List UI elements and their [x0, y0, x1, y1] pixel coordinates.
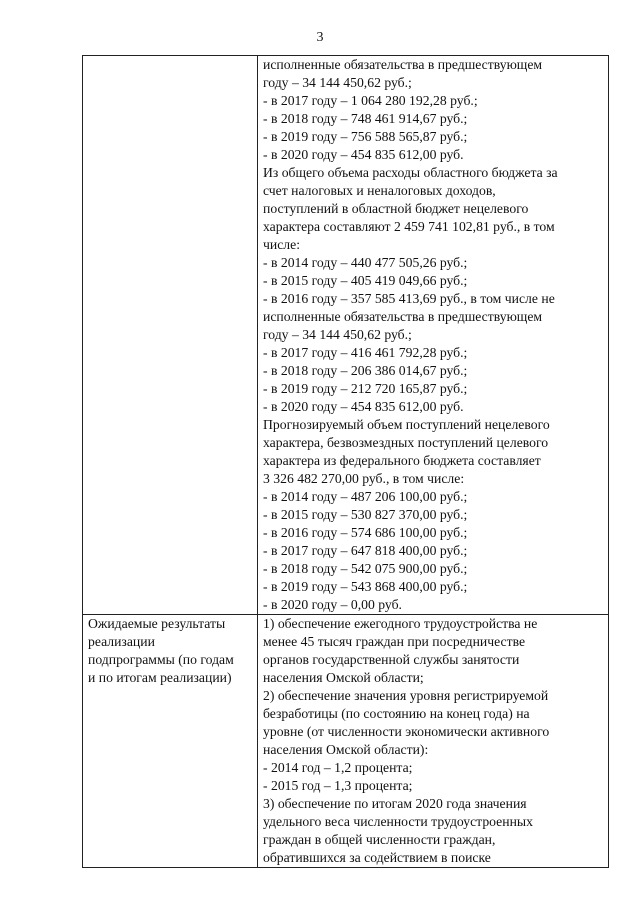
text-line: году – 34 144 450,62 руб.; — [263, 75, 412, 90]
text-line: - в 2017 году – 647 818 400,00 руб.; — [263, 543, 468, 558]
text-line: - в 2016 году – 574 686 100,00 руб.; — [263, 525, 468, 540]
expected-results-label-cell — [83, 615, 258, 868]
label-line: и по итогам реализации) — [88, 670, 232, 685]
text-line: числе: — [263, 237, 300, 252]
text-line: - в 2020 году – 454 835 612,00 руб. — [263, 399, 464, 414]
text-line: - в 2019 году – 756 588 565,87 руб.; — [263, 129, 468, 144]
text-line: - в 2015 году – 530 827 370,00 руб.; — [263, 507, 468, 522]
text-line: - в 2019 году – 543 868 400,00 руб.; — [263, 579, 468, 594]
text-line: характера составляют 2 459 741 102,81 руб., в том — [263, 219, 555, 234]
text-line: удельного веса численности трудоустроенных — [263, 814, 533, 829]
text-line: Прогнозируемый объем поступлений нецелевого — [263, 417, 550, 432]
page-number: 3 — [316, 30, 324, 45]
text-line: - в 2018 году – 748 461 914,67 руб.; — [263, 111, 468, 126]
text-line: - в 2014 году – 440 477 505,26 руб.; — [263, 255, 468, 270]
text-line: 3 326 482 270,00 руб., в том числе: — [263, 471, 465, 486]
text-line: поступлений в областной бюджет нецелевого — [263, 201, 529, 216]
text-line: - 2015 год – 1,3 процента; — [263, 778, 413, 793]
text-line: - в 2018 году – 206 386 014,67 руб.; — [263, 363, 468, 378]
label-line: Ожидаемые результаты — [88, 616, 226, 631]
financing-text-cell — [258, 56, 609, 615]
text-line: - в 2017 году – 416 461 792,28 руб.; — [263, 345, 468, 360]
text-line: менее 45 тысяч граждан при посредничестве — [263, 634, 526, 649]
label-line: реализации — [88, 634, 155, 649]
text-line: - в 2020 году – 454 835 612,00 руб. — [263, 147, 464, 162]
text-line: 2) обеспечение значения уровня регистрируемой — [263, 688, 549, 703]
text-line: характера, безвозмездных поступлений целевого — [263, 435, 549, 450]
text-line: 3) обеспечение по итогам 2020 года значения — [263, 796, 527, 811]
text-line: году – 34 144 450,62 руб.; — [263, 327, 412, 342]
text-line: характера из федерального бюджета составляет — [263, 453, 541, 468]
text-line: исполненные обязательства в предшествующем — [263, 309, 543, 324]
text-line: исполненные обязательства в предшествующем — [263, 57, 543, 72]
text-line: - в 2014 году – 487 206 100,00 руб.; — [263, 489, 468, 504]
text-line: населения Омской области): — [263, 742, 429, 757]
table-row-expected-results — [83, 615, 609, 868]
text-line: уровне (от численности экономически активного — [263, 724, 550, 739]
text-line: Из общего объема расходы областного бюджета за — [263, 165, 558, 180]
text-line: - в 2018 году – 542 075 900,00 руб.; — [263, 561, 468, 576]
text-line: - в 2016 году – 357 585 413,69 руб., в том числе не — [263, 291, 555, 306]
row-label-empty — [83, 56, 258, 615]
text-line: 1) обеспечение ежегодного трудоустройства не — [263, 616, 538, 631]
text-line: - в 2019 году – 212 720 165,87 руб.; — [263, 381, 468, 396]
text-line: - 2014 год – 1,2 процента; — [263, 760, 413, 775]
text-line: безработицы (по состоянию на конец года) на — [263, 706, 530, 721]
text-line: - в 2015 году – 405 419 049,66 руб.; — [263, 273, 468, 288]
text-line: граждан в общей численности граждан, — [263, 832, 496, 847]
text-line: - в 2017 году – 1 064 280 192,28 руб.; — [263, 93, 478, 108]
text-line: обратившихся за содействием в поиске — [263, 850, 491, 865]
passport-table — [82, 55, 609, 868]
text-line: населения Омской области; — [263, 670, 424, 685]
text-line: органов государственной службы занятости — [263, 652, 520, 667]
table-row-financing — [83, 56, 609, 615]
label-line: подпрограммы (по годам — [88, 652, 234, 667]
expected-results-text-cell — [258, 615, 609, 868]
text-line: - в 2020 году – 0,00 руб. — [263, 597, 402, 612]
text-line: счет налоговых и неналоговых доходов, — [263, 183, 496, 198]
